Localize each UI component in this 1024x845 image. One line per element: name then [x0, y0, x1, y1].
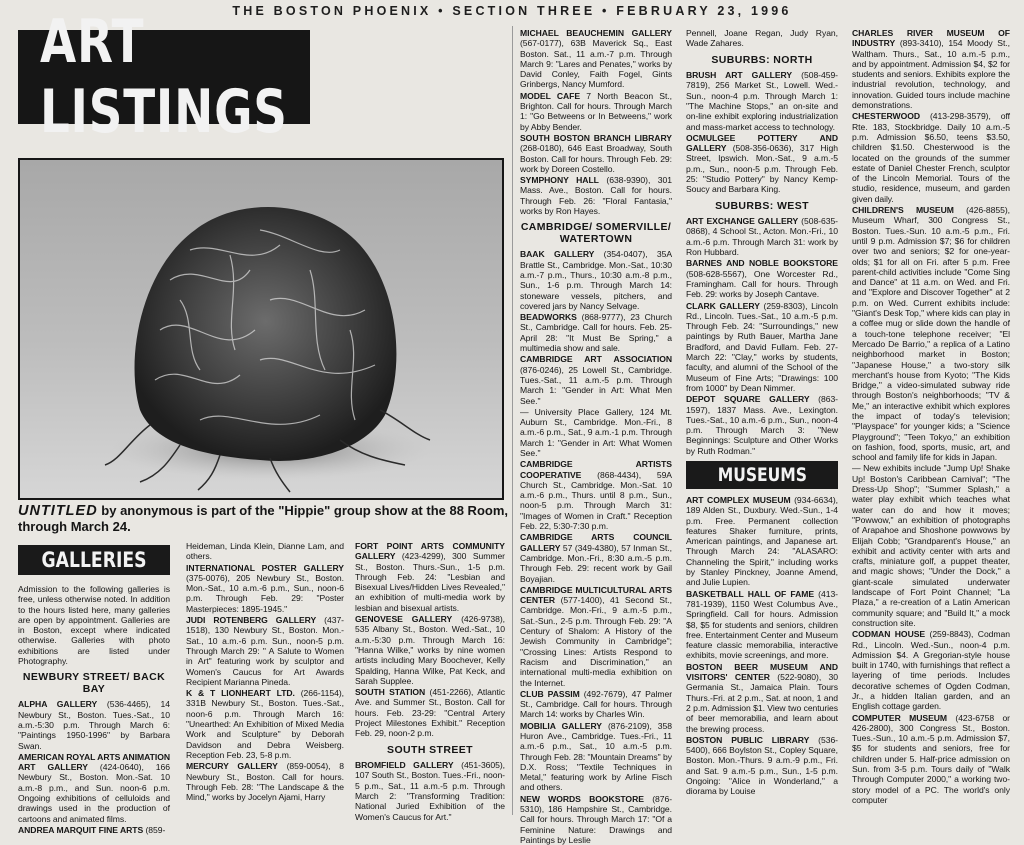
- listing-entry: [186, 563, 344, 614]
- listing-entry: [186, 688, 344, 760]
- listing-group: [520, 249, 672, 845]
- listing-entry: [520, 407, 672, 458]
- listing-details: (863-1597), 1837 Mass. Ave., Lexington. Tues.-Sat., 10 a.m.-6 p.m., Sun., noon-4 p.m. Through March 3: "New Beginnings: Sculpture and Other Works by Ruth Rodman.": [686, 394, 838, 456]
- page-header: THE BOSTON PHOENIX • SECTION THREE • FEBRUARY 23, 1996: [232, 4, 792, 18]
- listing-name: GENOVESE GALLERY: [355, 614, 453, 625]
- museums-heading: MUSEUMS: [686, 461, 838, 489]
- listing-name: BARNES AND NOBLE BOOKSTORE: [686, 258, 838, 269]
- listing-name: SOUTH STATION: [355, 687, 426, 698]
- listing-name: CAMBRIDGE ARTISTS COOPERATIVE: [520, 459, 672, 480]
- listing-details: — University Place Gallery, 124 Mt. Auburn St., Cambridge. Mon.-Fri., 8 a.m.-6 p.m., Sat., 9 a.m.-1 p.m. Through March 1: "Gender in Art: What Women See.": [520, 406, 672, 458]
- art-listings-banner: [18, 7, 310, 147]
- listing-details: (259-8303), Lincoln Rd., Lincoln. Tues.-Sat., 10 a.m.-5 p.m. Through Feb. 24: "Surroundings," new paintings by Ruth Bauer, Martha Jane Bradford, and David Fullam. Feb. 27-March 22: "Clay," works by students, faculty, and alumni of the School of the Museum of Fine Arts; "Drawings: 100 from 1000" by Dean Nimmer.: [686, 300, 838, 393]
- listing-group: [852, 28, 1010, 805]
- listing-entry: [852, 463, 1010, 628]
- listing-entry: [852, 713, 1010, 806]
- listing-name: CAMBRIDGE ART ASSOCIATION: [520, 354, 672, 365]
- galleries-intro: Admission to the following galleries is free, unless otherwise noted. In addition to the hours listed here, many galleries are open by appointment. Galleries are in Boston, except where indicated otherwise. Galleries with photo exhibitions are listed under Photography.: [18, 584, 170, 667]
- listing-details: (437-1518), 130 Newbury St., Boston. Mon.-Sat., 10 a.m.-6 p.m. Sun., noon-5 p.m. Through March 29: " A Salute to Women in Art" featuring work by sculptor and Women's Caucus for Art Awards Recipient Marianna Pineda.: [186, 615, 344, 687]
- listing-name: ALPHA GALLERY: [18, 699, 98, 710]
- listing-name: MICHAEL BEAUCHEMIN GALLERY: [520, 28, 672, 38]
- listing-group: [520, 28, 672, 216]
- listing-entry: [355, 541, 505, 613]
- suburbs-west-subheading: SUBURBS: WEST: [715, 199, 809, 212]
- listing-entry: [520, 721, 672, 793]
- listing-name: AMERICAN ROYAL ARTS ANIMATION ART GALLERY: [18, 751, 170, 773]
- listing-details: (508-635-0868), 4 School St., Acton. Mon.-Fri., 10 a.m.-6 p.m. Through March 31: work by Ron Hubbard.: [686, 216, 838, 258]
- listing-entry: [520, 689, 672, 720]
- listing-name: CAMBRIDGE MULTICULTURAL ARTS CENTER: [520, 584, 672, 606]
- listing-entry: [686, 662, 838, 734]
- listing-details: (859-0054), 8 Newbury St., Boston. Call for hours. Through Feb. 28: "The Landscape & the Mind," works by Jocelyn Ajami, Harry: [186, 761, 344, 803]
- listing-group: [686, 28, 838, 49]
- listing-details: (492-7679), 47 Palmer St., Cambridge. Call for hours. Through March 14: works by Charles Win.: [520, 688, 673, 720]
- listing-details: (567-0177), 63B Maverick Sq., East Boston. Sat., 11 a.m.-7 p.m. Through March 9: "Lares and Penates," works by David Conley, Faith Fogel, Gints Grinbergs, Nancy Mumford.: [520, 38, 672, 90]
- south-street-subheading: SOUTH STREET: [387, 743, 473, 756]
- listing-entry: [520, 91, 672, 132]
- listing-name: CLUB PASSIM: [520, 688, 580, 699]
- listing-details: 57 (349-4380), 57 Inman St., Cambridge. Mon.-Fri., 8:30 a.m.-5 p.m. Through Feb. 29: recent work by Gail Boyajian.: [520, 542, 672, 584]
- listing-details: (868-9777), 23 Church St., Cambridge. Call for hours. Feb. 25-April 28: "It Must Be Spring," a multimedia show and sale.: [520, 312, 672, 354]
- listing-entry: [686, 70, 838, 132]
- caption-text: by anonymous is part of the "Hippie" group show at the 88 Room, through March 24.: [18, 503, 508, 534]
- listing-entry: [520, 28, 672, 90]
- listing-name: SYMPHONY HALL: [520, 175, 599, 186]
- listing-entry: [686, 258, 838, 299]
- listing-entry: [18, 699, 170, 750]
- listing-details: (638-9390), 301 Mass. Ave., Boston. Call for hours. Through Feb. 26: "Floral Fantasia," works by Ron Hayes.: [520, 175, 672, 217]
- listing-name: MODEL CAFE: [520, 90, 581, 101]
- listing-details: — New exhibits include "Jump Up! Shake Up! Boston's Caribbean Carnival"; "The Dress-Up Shop"; "Summer Splash," a water play exhibit which teaches what water can do and how it moves; "Powwow," an exhibition of photographs of Arapahoe and Shoshone powwows by Elijah Cobb; "Grandparent's House," an exhibit and activity center with arts and crafts, miniature golf, a puppet theater, and magic shows; "Under the Dock," a giant-scale simulated underwater landscape of Fort Point Channel; "La Plaza," a re-creation of a Latin American community square; and "Build It," a mock construction site.: [852, 463, 1010, 628]
- listing-name: CLARK GALLERY: [686, 300, 760, 311]
- listing-details: (266-1154), 331B Newbury St., Boston. Tues.-Sat., noon-6 p.m. Through March 16: "Unearthed: An Exhibition of Mixed Media Work and Sculpture" by Deborah Davidson and Debra Weisberg. Reception Feb. 23, 5-8 p.m.: [186, 688, 344, 760]
- listing-group: [186, 541, 344, 802]
- sculpture-illustration: [20, 160, 502, 498]
- listing-name: OCMULGEE POTTERY AND GALLERY: [686, 132, 838, 154]
- listing-details: (259-8843), Codman Rd., Lincoln. Wed.-Sun., noon-4 p.m. Admission $4. A Gregorian-style house built in 1740, with furnishings that reflect a layering of time periods. Includes decorative schemes of Ogden Codman, Jr., a hidden Italian garden, and an English cottage garden.: [852, 629, 1010, 712]
- listing-name: MERCURY GALLERY: [186, 761, 278, 772]
- listing-entry: [852, 205, 1010, 462]
- listing-entry: [18, 825, 170, 835]
- listing-details: (413-298-3579), off Rte. 183, Stockbridge. Daily 10 a.m.-5 p.m. Admission $6.50, teens $3.50, children $1.50. Chesterwood is the located on the grounds of the summer estate of Daniel Chester French, sculptor of the Lincoln Memorial. Tours of the studio, residence, museum, and garden given daily.: [852, 111, 1010, 204]
- listing-details: (508-459-7819), 256 Market St., Lowell. Wed.-Sun., noon-4 p.m. Through March 1: "The Machine Stops," an on-site and on-line exhibit exploring industrialization and mass-market access to technology.: [686, 70, 838, 132]
- listing-entry: [355, 614, 505, 686]
- listing-details: 7 North Beacon St., Brighton. Call for hours. Through March 1: "Go Betweens or In Betweens," work by Abby Bender.: [520, 90, 672, 132]
- listing-details: (893-3410), 154 Moody St., Waltham. Thurs., Sat., 10 a.m.-5 p.m., and by appointment. Admission $4, $2 for students and seniors. Exhibits explore the industrial revolution, technology, and innovation. Guided tours include machine demonstrations.: [852, 38, 1010, 111]
- listing-details: (426-8855), Museum Wharf, 300 Congress St., Boston. Tues.-Sun. 10 a.m.-5 p.m., Fri. until 9 p.m. Admission $7; $6 for children over two and seniors; $2 for one-year-olds; $1 for all on Fri. after 5 p.m. Free parent-child activities include "Come Sing and Dance" at 11 a.m. on Wed. and Fri. and "Explore and Discover Together" at 2 p.m. on Wed. Current exhibits include: "Giant's Desk Top," where kids can play in a coffee mug or slide down the handle of a touch-tone telephone receiver; "El Mercado De Barrio," a replica of a Latino neighborhood market in Boston; "Japanese House," a two-story silk merchant's house from Kyoto; "The Kids Bridge," a video-simulated subway ride through Boston's neighborhoods; "TV & Me," an interactive exhibit which explores the impact of today's television; "Playspace" for younger kids; a "Science Playground"; "Teen Tokyo," an exhibition on fashion, food, sports, music, art, and school and family life for kids in Japan.: [852, 205, 1010, 463]
- listing-entry: [520, 175, 672, 216]
- listing-entry: [686, 394, 838, 456]
- listing-name: INTERNATIONAL POSTER GALLERY: [186, 562, 344, 573]
- cambridge-subheading: CAMBRIDGE/ SOMERVILLE/ WATERTOWN: [520, 221, 672, 245]
- listing-details: (536-5400), 666 Boylston St., Copley Square, Boston. Mon.-Thurs. 9 a.m.-9 p.m., Fri. and Sat. 9 a.m.-5 p.m., Sun., 1-5 p.m. Ongoing: "Alice in Wonderland," a diorama by Louise: [686, 734, 838, 797]
- listing-entry: [852, 28, 1010, 110]
- listing-details: (426-9738), 535 Albany St., Boston. Wed.-Sat., 10 a.m.-5:30 p.m. Through March 16: "Hanna Wilke," works by nine women artists including Mary Boochever, Kelly Spalding, Hanna Wilke, Pat Keck, and Sarah Supplee.: [355, 614, 505, 686]
- listing-details: (268-0180), 646 East Broadway, South Boston. Call for hours. Through Feb. 29: work by Doreen Costello.: [520, 143, 672, 174]
- listing-name: K & T LIONHEART LTD.: [186, 688, 295, 699]
- listing-name: BOSTON BEER MUSEUM AND VISITORS' CENTER: [686, 661, 838, 683]
- listing-entry: [686, 28, 838, 49]
- listing-entry: [852, 629, 1010, 711]
- listing-name: CHILDREN'S MUSEUM: [852, 205, 954, 216]
- listing-group: [686, 495, 838, 797]
- listing-entry: [686, 216, 838, 257]
- listing-entry: [520, 459, 672, 531]
- listings-column-6: [852, 28, 1010, 815]
- listing-entry: [520, 249, 672, 311]
- listing-name: FORT POINT ARTS COMMUNITY GALLERY: [355, 541, 505, 562]
- listing-details: (859-: [143, 824, 166, 835]
- listing-entry: [186, 541, 344, 562]
- listing-details: (876-5310), 186 Hampshire St., Cambridge. Call for hours. Through March 17: "Of a Feminine Nature: Drawings and Paintings by Leslie: [520, 793, 673, 845]
- listing-details: (536-4465), 14 Newbury St., Boston. Tues.-Sat., 10 a.m.-5:30 p.m. Through March 6: "Paintings 1950-1996" by Barbara Swan.: [18, 699, 170, 751]
- listing-details: (876-2109), 358 Huron Ave., Cambridge. Tues.-Fri., 11 a.m.-6 p.m., Sat., 10 a.m.-5 p.m. Through Feb. 28: "Mountain Dreams" by D.X. Ross; "Textile Techniques in Metal," featuring work by Arline Fisch and others.: [520, 720, 672, 793]
- listing-group: [686, 70, 838, 195]
- listing-name: ANDREA MARQUIT FINE ARTS: [18, 824, 144, 835]
- listing-group: [355, 760, 505, 822]
- listing-details: (508-356-0636), 317 High Street, Ipswich. Mon.-Sat., 9 a.m.-5 p.m., Sun., noon-5 p.m. Through Feb. 25: "Studio Pottery" by Nancy Kemp-Soucy and Barbara King.: [686, 143, 838, 195]
- listing-entry: [520, 354, 672, 405]
- listing-name: CHESTERWOOD: [852, 111, 921, 122]
- listing-group: [686, 216, 838, 456]
- column-divider: [512, 26, 513, 815]
- listing-entry: [686, 589, 838, 661]
- listing-name: BAAK GALLERY: [520, 249, 595, 260]
- listings-column-4: [520, 28, 673, 845]
- listing-details: (423-6758 or 426-2800), 300 Congress St., Boston. Tues.-Sun., 10 a.m.-5 p.m. Admission $7, $5 for students and seniors, free for children under 5. Half-price admission on Sun. from 3-5 p.m. Tours daily of "Walk Through Computer 2000," a working two-story model of a PC. The world's only computer: [852, 712, 1010, 805]
- listing-entry: [18, 752, 170, 824]
- galleries-column-3: [355, 541, 506, 822]
- listing-entry: [686, 301, 838, 394]
- listing-details: (423-4299), 300 Summer St., Boston. Thurs.-Sun., 1-5 p.m. Through Feb. 24: "Lesbian and Bisexual Lives/Hidden Lives Revealed," an exhibition of multi-media work by lesbian and bisexual artists.: [355, 551, 505, 613]
- listing-name: CAMBRIDGE ARTS COUNCIL GALLERY: [520, 532, 672, 553]
- listing-name: BEADWORKS: [520, 312, 577, 323]
- suburbs-north-subheading: SUBURBS: NORTH: [711, 53, 813, 66]
- listing-entry: [186, 615, 344, 687]
- listing-entry: [686, 735, 838, 797]
- listing-entry: [186, 761, 344, 802]
- caption-title: UNTITLED: [18, 503, 98, 519]
- listing-entry: [520, 312, 672, 353]
- listing-entry: [520, 585, 672, 688]
- galleries-column-1: [18, 584, 170, 835]
- listing-entry: [852, 111, 1010, 204]
- sculpture-photo: [18, 158, 504, 500]
- banner-title: ART LISTINGS: [40, 7, 288, 147]
- listing-name: DEPOT SQUARE GALLERY: [686, 394, 810, 405]
- galleries-heading: GALLERIES: [18, 545, 170, 575]
- listing-name: BOSTON PUBLIC LIBRARY: [686, 734, 810, 745]
- listing-entry: [355, 760, 505, 822]
- listing-entry: [520, 794, 672, 845]
- listing-details: (413-781-1939), 1150 West Columbus Ave., Springfield. Call for hours. Admission $8, $5 for students and seniors, children free. Entertainment Center and Museum feature classic memorabilia, interactive exhibits, movie screenings, and more.: [686, 588, 838, 661]
- listing-name: CHARLES RIVER MUSEUM OF INDUSTRY: [852, 28, 1010, 49]
- listing-details: (424-0640), 166 Newbury St., Boston. Mon.-Sat. 10 a.m.-8 p.m., and Sun. noon-6 p.m. Ongoing exhibitions of celluloids and drawings used in the production of cartoons and animated films.: [18, 762, 170, 824]
- listing-entry: [686, 133, 838, 195]
- listing-name: COMPUTER MUSEUM: [852, 712, 948, 723]
- listing-name: BRUSH ART GALLERY: [686, 70, 793, 81]
- listing-name: ART COMPLEX MUSEUM: [686, 494, 791, 505]
- listing-name: CODMAN HOUSE: [852, 629, 926, 640]
- listing-name: MOBILIA GALLERY: [520, 720, 602, 731]
- listing-details: (876-0246), 25 Lowell St., Cambridge. Tues.-Sat., 11 a.m.-5 p.m. Through March 1: "Gender in Art: What Men See.": [520, 364, 672, 406]
- listing-details: (868-4434), 59A Church St., Cambridge. Mon.-Sat. 10 a.m.-6 p.m., Thurs. until 8 p.m., Sun., noon-5 p.m. Through March 31: "Images of Women in Craft." Reception Feb. 22, 5:30-7:30 p.m.: [520, 469, 672, 532]
- listing-name: BROMFIELD GALLERY: [355, 760, 454, 771]
- listing-details: (354-0407), 35A Brattle St., Cambridge. Mon.-Sat., 10:30 a.m.-7 p.m., Thurs., 10:30 a.m.-8 p.m., Sun., 1-6 p.m. Through March 14: stoneware vessels, pitchers, and covered jars by Nancy Selvage.: [520, 249, 672, 311]
- listing-group: [18, 699, 170, 835]
- listing-name: BASKETBALL HALL OF FAME: [686, 588, 815, 599]
- newbury-street-subheading: NEWBURY STREET/ BACK BAY: [22, 671, 166, 695]
- listing-details: (451-2266), Atlantic Ave. and Summer St., Boston. Call for hours. Feb. 23-29: "Central Artery Project Milestones Exhibit." Reception Feb. 29, noon-2 p.m.: [355, 687, 505, 739]
- listing-details: Pennell, Joane Regan, Judy Ryan, Wade Zahares.: [686, 28, 838, 49]
- photo-caption: [18, 503, 508, 535]
- galleries-column-2: [186, 541, 344, 815]
- listings-column-5: [686, 28, 838, 815]
- listing-details: (451-3605), 107 South St., Boston. Tues.-Fri., noon-5 p.m., Sat., 11 a.m.-5 p.m. Through March 2: "Transforming Tradition: National Juried Exhibition of the Women's Caucus for Art.": [355, 760, 506, 822]
- listing-details: (522-9080), 30 Germania St., Jamaica Plain. Tours Thurs.-Fri. at 2 p.m., Sat. at noon, 1 and 2 p.m. Admission $1. View two centuries of beer memorabilia, and learn about the brewing process.: [686, 672, 839, 734]
- listing-entry: [686, 495, 838, 588]
- listing-name: JUDI ROTENBERG GALLERY: [186, 615, 317, 626]
- listing-entry: [520, 133, 672, 174]
- listing-details: (577-1400), 41 Second St., Cambridge. Mon.-Fri., 9 a.m.-5 p.m., Sat.-Sun., 2-5 p.m. Through Feb. 29: "A Century of Shalom: A History of the Jewish Community in Cambridge"; "Crossing Lines: Artists Respond to Racism and Discrimination," an international multi-media exhibition on the Internet.: [520, 595, 672, 688]
- listing-name: ART EXCHANGE GALLERY: [686, 216, 799, 227]
- listing-name: SOUTH BOSTON BRANCH LIBRARY: [520, 132, 672, 143]
- listing-name: NEW WORDS BOOKSTORE: [520, 793, 644, 804]
- listing-details: Heideman, Linda Klein, Dianne Lam, and others.: [186, 541, 344, 562]
- listing-details: (934-6634), 189 Alden St., Duxbury. Wed.-Sun., 1-4 p.m. Free. Permanent collection features Shaker furniture, prints, American paintings, and Japanese art. Through March 24: "ALASARO: Channeling the Spirit," including works by Stanley Pinckney, Joanne Amend, and Julie Lupien.: [686, 494, 838, 588]
- listing-group: [355, 541, 505, 739]
- listing-details: (508-628-5567), One Worcester Rd., Framingham. Call for hours. Through Feb. 29: works by Joseph Cantave.: [686, 268, 838, 300]
- listing-entry: [355, 687, 505, 738]
- listing-details: (375-0076), 205 Newbury St., Boston. Mon.-Sat., 10 a.m.-6 p.m., Sun., noon-6 p.m. Through Feb. 29: "Poster Masterpieces: 1895-1945.": [186, 572, 344, 614]
- listing-entry: [520, 532, 672, 583]
